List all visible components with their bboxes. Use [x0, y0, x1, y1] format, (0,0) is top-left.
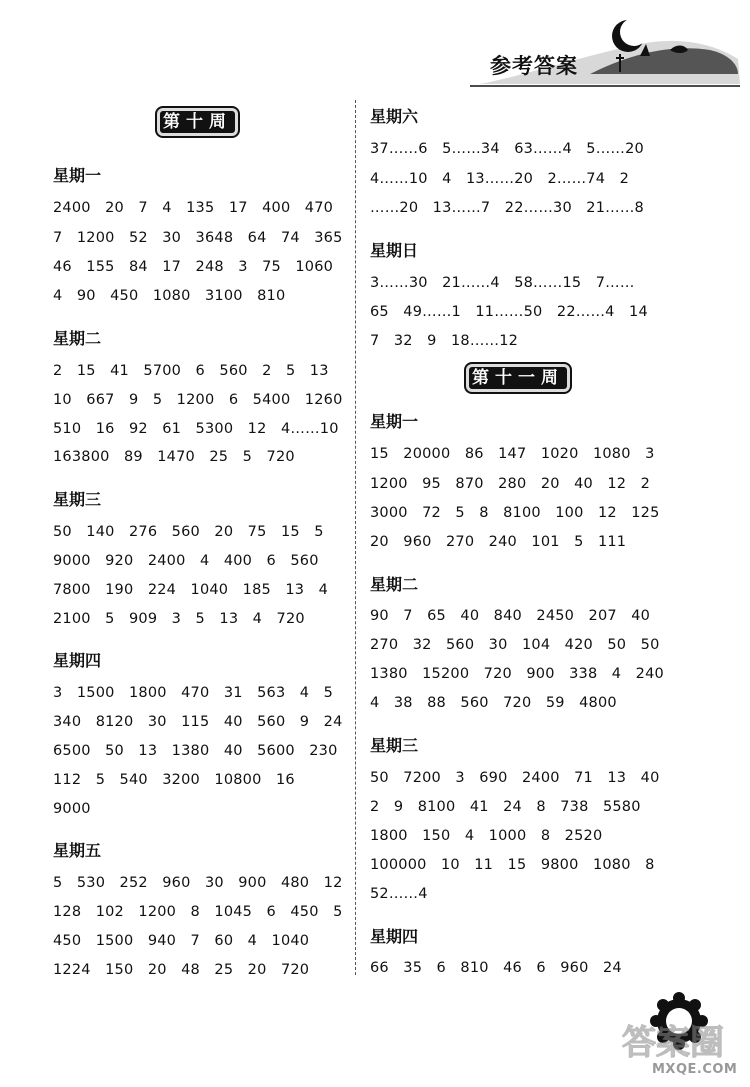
answer-row: 2400 20 7 4 135 17 400 470	[53, 200, 334, 216]
answer-row: 7 32 9 18……12	[370, 333, 519, 349]
svg-text:答案圈: 答案圈	[622, 1023, 724, 1063]
answer-row: 50 7200 3 690 2400 71 13 40	[370, 770, 660, 786]
answer-row: 4……10 4 13……20 2……74 2	[370, 171, 630, 187]
week11-day-2-heading: 星期二	[370, 575, 419, 594]
answer-row: 510 16 92 61 5300 12 4……10	[53, 421, 339, 437]
watermark-url: MXQE.COM	[652, 1062, 738, 1077]
answer-row: 1800 150 4 1000 8 2520	[370, 828, 603, 844]
week11-day-1-heading: 星期一	[370, 412, 419, 431]
answer-row: 9000	[53, 801, 91, 817]
answer-row: 65 49……1 11……50 22……4 14	[370, 304, 648, 320]
answer-row: 1200 95 870 280 20 40 12 2	[370, 476, 651, 492]
answer-row: ……20 13……7 22……30 21……8	[370, 200, 644, 216]
header-title: 参考答案	[490, 54, 578, 78]
answer-row: 2 9 8100 41 24 8 738 5580	[370, 799, 641, 815]
answer-row: 90 7 65 40 840 2450 207 40	[370, 608, 651, 624]
answer-row: 163800 89 1470 25 5 720	[53, 449, 295, 465]
answer-row: 2100 5 909 3 5 13 4 720	[53, 611, 305, 627]
week10-day-4-heading: 星期四	[53, 651, 102, 670]
answer-row: 37……6 5……34 63……4 5……20	[370, 141, 644, 157]
answer-row: 66 35 6 810 46 6 960 24	[370, 960, 622, 976]
answer-row: 3 1500 1800 470 31 563 4 5	[53, 685, 334, 701]
week11-day-3-heading: 星期三	[370, 736, 419, 755]
answer-row: 112 5 540 3200 10800 16	[53, 772, 295, 788]
answer-row: 4 38 88 560 720 59 4800	[370, 695, 617, 711]
week10-day-7-heading: 星期日	[370, 241, 419, 260]
week-10-badge: 第十周	[157, 108, 238, 136]
answer-row: 128 102 1200 8 1045 6 450 5	[53, 904, 343, 920]
answer-row: 1380 15200 720 900 338 4 240	[370, 666, 664, 682]
answer-row: 52……4	[370, 886, 428, 902]
answer-row: 3……30 21……4 58……15 7……	[370, 275, 635, 291]
week10-day-6-heading: 星期六	[370, 107, 419, 126]
answer-row: 7800 190 224 1040 185 13 4	[53, 582, 329, 598]
answer-row: 9000 920 2400 4 400 6 560	[53, 553, 319, 569]
answer-row: 10 667 9 5 1200 6 5400 1260	[53, 392, 343, 408]
answer-row: 270 32 560 30 104 420 50 50	[370, 637, 660, 653]
answer-row: 15 20000 86 147 1020 1080 3	[370, 446, 655, 462]
week10-day-5-heading: 星期五	[53, 841, 102, 860]
week10-day-2-heading: 星期二	[53, 329, 102, 348]
answer-row: 20 960 270 240 101 5 111	[370, 534, 627, 550]
week11-day-4-heading: 星期四	[370, 927, 419, 946]
answer-header	[470, 14, 750, 94]
answer-row: 2 15 41 5700 6 560 2 5 13	[53, 363, 329, 379]
column-divider	[355, 100, 356, 975]
answer-row: 100000 10 11 15 9800 1080 8	[370, 857, 655, 873]
answer-row: 340 8120 30 115 40 560 9 24	[53, 714, 343, 730]
answer-row: 5 530 252 960 30 900 480 12	[53, 875, 343, 891]
answer-row: 450 1500 940 7 60 4 1040	[53, 933, 310, 949]
answer-row: 3000 72 5 8 8100 100 12 125	[370, 505, 660, 521]
answer-row: 46 155 84 17 248 3 75 1060	[53, 259, 334, 275]
answer-row: 1224 150 20 48 25 20 720	[53, 962, 310, 978]
week10-day-3-heading: 星期三	[53, 490, 102, 509]
answer-row: 50 140 276 560 20 75 15 5	[53, 524, 324, 540]
week-11-badge: 第十一周	[466, 364, 570, 392]
answer-row: 4 90 450 1080 3100 810	[53, 288, 286, 304]
answer-row: 6500 50 13 1380 40 5600 230	[53, 743, 338, 759]
week10-day-1-heading: 星期一	[53, 166, 102, 185]
answer-row: 7 1200 52 30 3648 64 74 365	[53, 230, 343, 246]
